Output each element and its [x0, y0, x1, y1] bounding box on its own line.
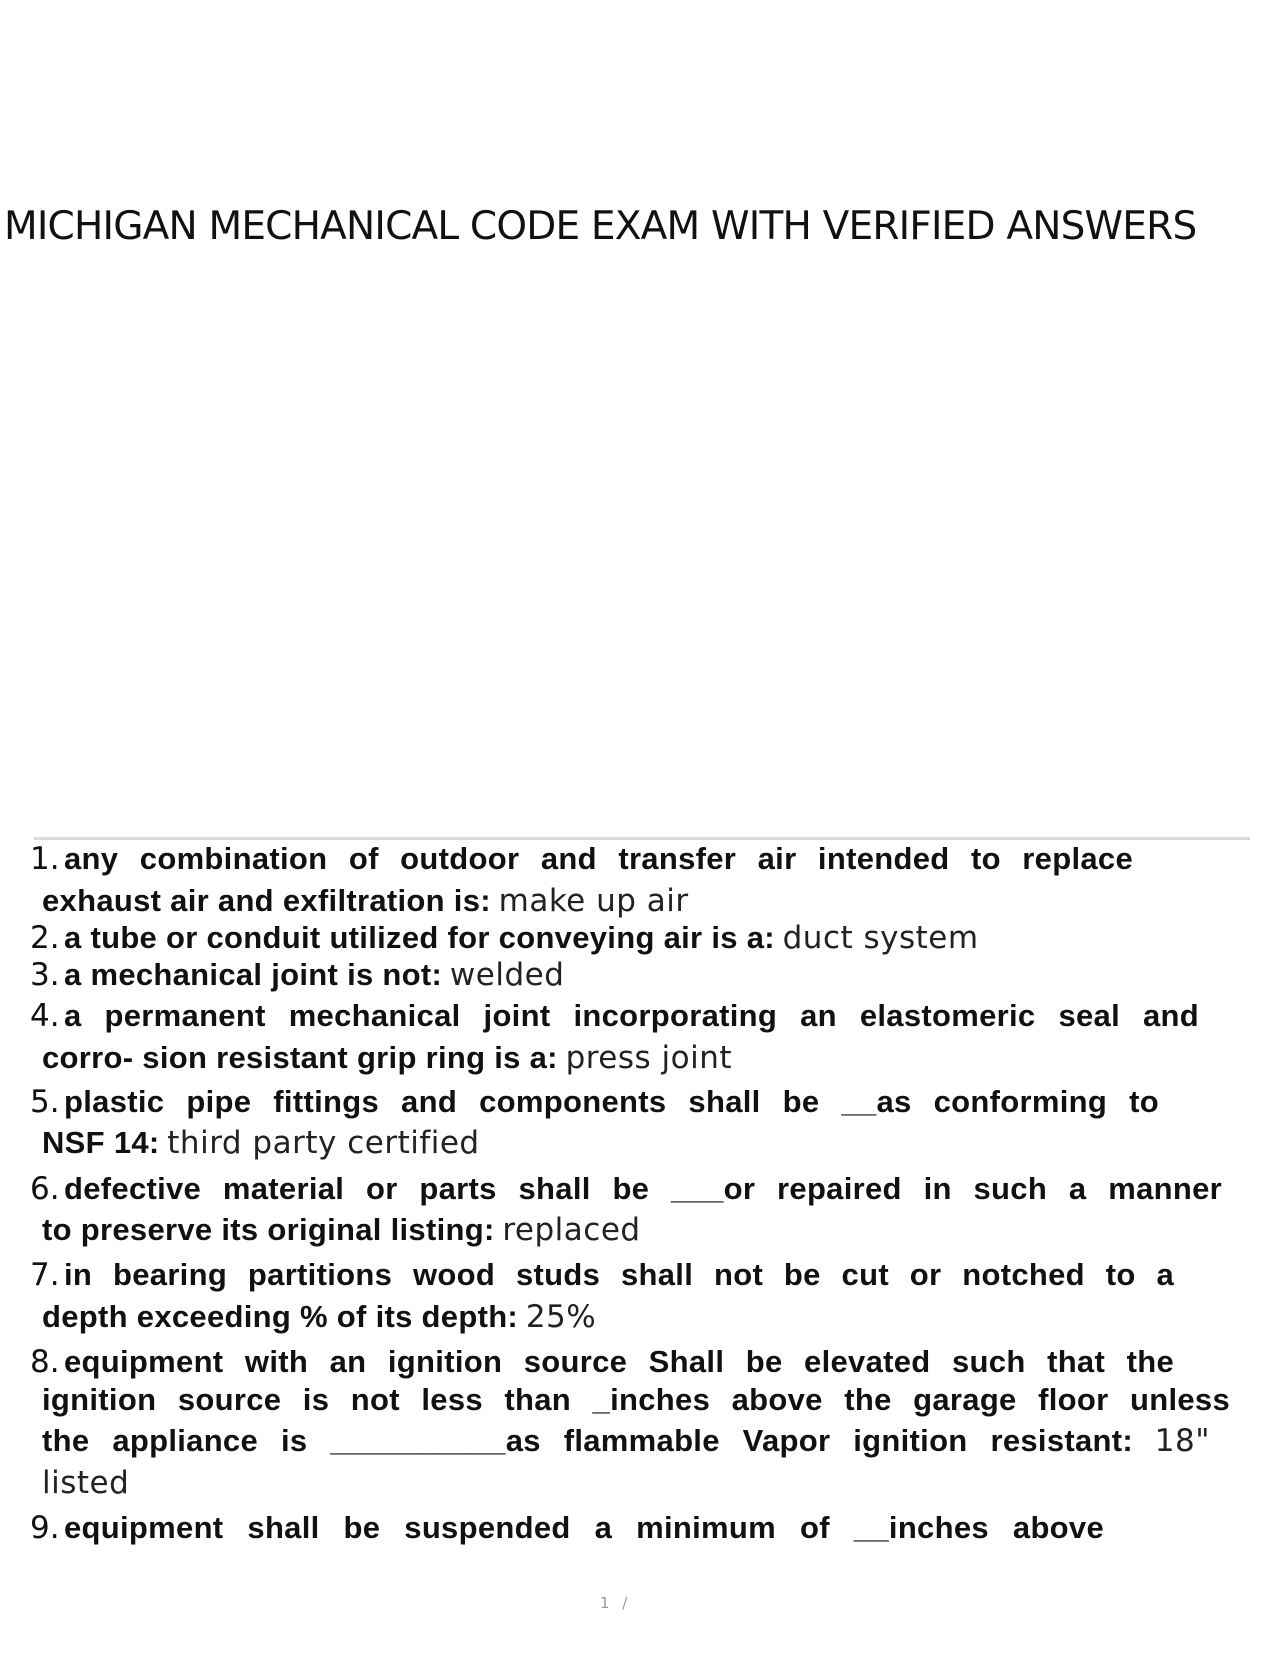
answer-text: 18" [1154, 1423, 1210, 1459]
question-line [64, 1342, 1174, 1382]
answer-text: replaced [502, 1212, 641, 1248]
answer-text: make up air [498, 883, 689, 919]
answer-text: press joint [565, 1040, 733, 1076]
question-number: 1. [30, 841, 60, 877]
question-text: ignition source is not less than _inches above the garage floor unless [42, 1382, 1230, 1417]
question-text: a mechanical joint is not: [64, 957, 443, 992]
question-line [42, 1038, 1242, 1078]
question-text: equipment with an ignition source Shall be elevated such that the [64, 1344, 1174, 1379]
question-number: 9. [30, 1510, 60, 1546]
question-text: any combination of outdoor and transfer air intended to replace [64, 841, 1133, 876]
question-text: plastic pipe fittings and components shall be __as conforming to [64, 1084, 1159, 1119]
question-text: the appliance is __________as flammable Vapor ignition resistant: [42, 1423, 1134, 1458]
question-text: a tube or conduit utilized for conveying air is a: [64, 920, 775, 955]
question-text: a permanent mechanical joint incorporating an elastomeric seal and [64, 998, 1199, 1033]
question-line [64, 996, 1199, 1036]
question-line [64, 839, 1133, 879]
question-text: defective material or parts shall be ___or repaired in such a manner [64, 1171, 1222, 1206]
question-number: 6. [30, 1171, 60, 1207]
answer-text: welded [449, 957, 565, 993]
question-line [64, 1082, 1159, 1122]
question-line [42, 1463, 1242, 1503]
question-line [42, 1123, 1242, 1163]
question-text: in bearing partitions wood studs shall not be cut or notched to a [64, 1257, 1174, 1292]
answer-text: duct system [782, 920, 979, 956]
question-number: 4. [30, 998, 60, 1034]
question-text: to preserve its original listing: [42, 1212, 495, 1247]
question-line [64, 1508, 1104, 1548]
page-indicator: 1 / [600, 1594, 632, 1612]
answer-text: listed [42, 1465, 130, 1501]
question-line [64, 1255, 1174, 1295]
question-line [42, 1297, 1242, 1337]
question-line [64, 1169, 1222, 1209]
answer-text: 25% [525, 1299, 597, 1335]
answer-text: third party certified [167, 1125, 480, 1161]
question-number: 7. [30, 1257, 60, 1293]
question-line [64, 955, 1244, 995]
question-number: 8. [30, 1344, 60, 1380]
question-line [42, 1210, 1242, 1250]
question-line [64, 918, 1244, 958]
document-title: MICHIGAN MECHANICAL CODE EXAM WITH VERIFIED ANSWERS [4, 204, 1197, 249]
question-text: equipment shall be suspended a minimum of __inches above [64, 1510, 1104, 1545]
question-number: 3. [30, 957, 60, 993]
question-text: NSF 14: [42, 1125, 160, 1160]
question-line [42, 881, 1242, 921]
question-text: corro- sion resistant grip ring is a: [42, 1040, 558, 1075]
question-number: 5. [30, 1084, 60, 1120]
question-line [42, 1421, 1210, 1461]
question-number: 2. [30, 920, 60, 956]
question-text: depth exceeding % of its depth: [42, 1299, 519, 1334]
question-text: exhaust air and exfiltration is: [42, 883, 491, 918]
question-line [42, 1380, 1230, 1420]
